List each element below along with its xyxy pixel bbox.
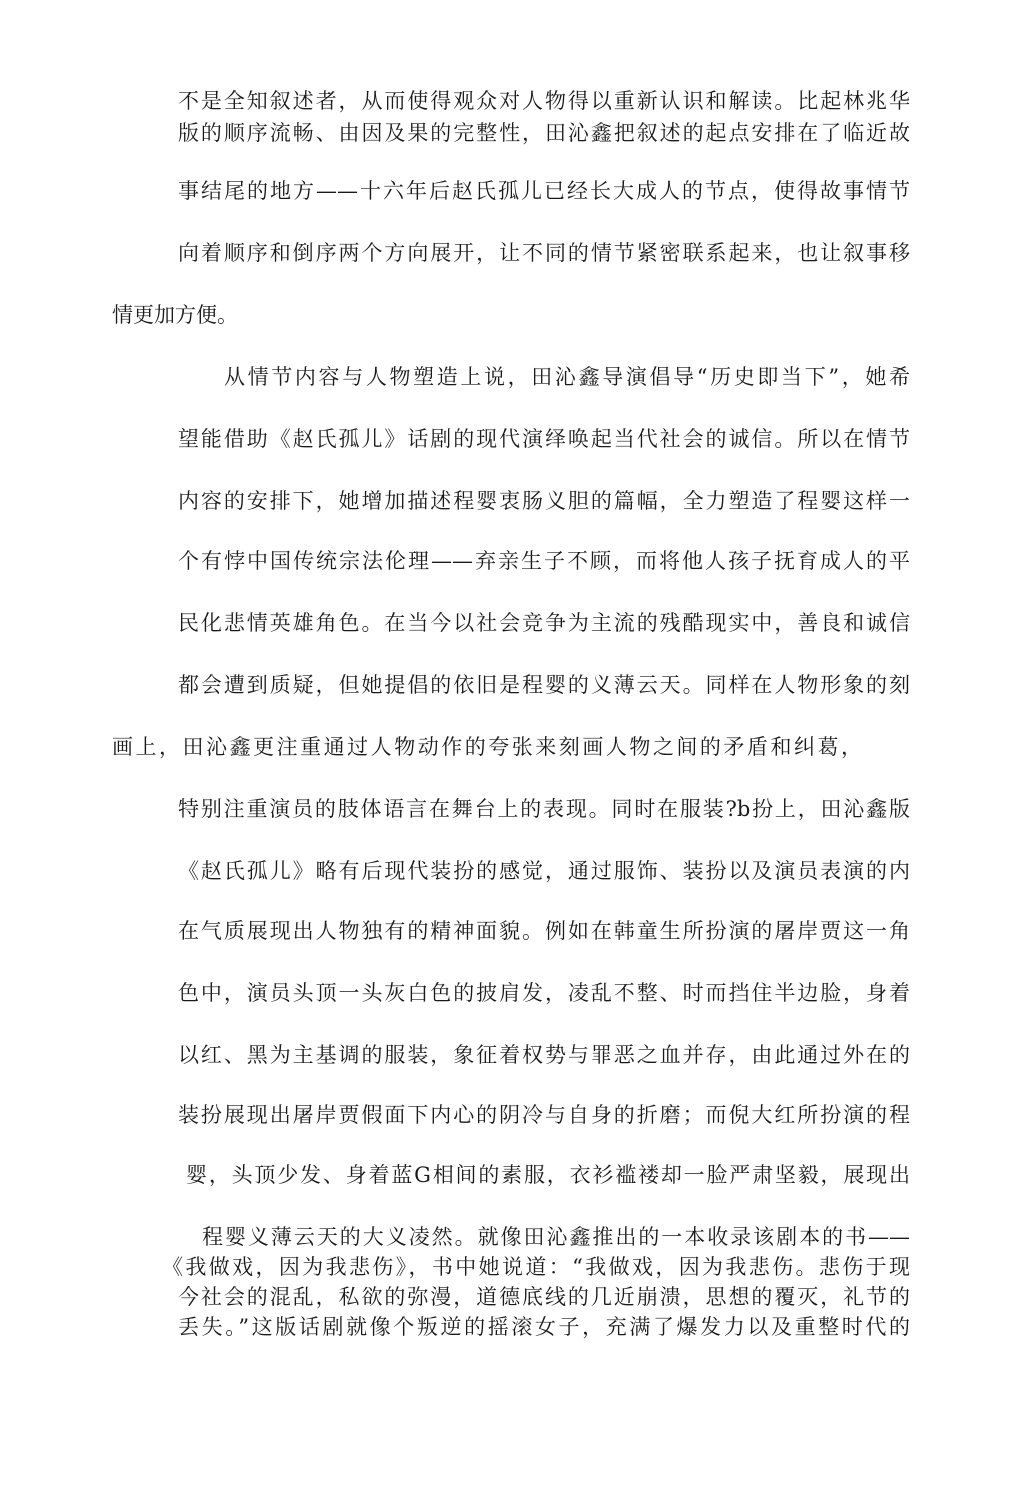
text-line-21: 《我做戏，因为我悲伤》，书中她说道：“我做戏，因为我悲伤。悲伤于现: [162, 1255, 910, 1279]
text-line-15: 在气质展现出人物独有的精神面貌。例如在韩童生所扮演的屠岸贾这一角: [178, 919, 910, 943]
text-line-1: 不是全知叙述者，从而使得观众对人物得以重新认识和解读。比起林兆华: [178, 89, 910, 113]
text-line-13: 特别注重演员的肢体语言在舞台上的表现。同时在服装?b扮上，田沁鑫版: [178, 797, 910, 821]
text-line-4: 向着顺序和倒序两个方向展开，让不同的情节紧密联系起来，也让叙事移: [178, 241, 910, 265]
text-line-20: 程婴义薄云天的大义凌然。就像田沁鑫推出的一本收录该剧本的书——: [202, 1225, 910, 1249]
text-line-11: 都会遭到质疑，但她提倡的依旧是程婴的义薄云天。同样在人物形象的刻: [178, 673, 910, 697]
text-line-9: 个有悖中国传统宗法伦理——弃亲生子不顾，而将他人孩子抚育成人的平: [178, 549, 910, 573]
text-line-2: 版的顺序流畅、由因及果的完整性，田沁鑫把叙述的起点安排在了临近故: [178, 121, 910, 145]
text-line-16: 色中，演员头顶一头灰白色的披肩发，凌乱不整、时而挡住半边脸，身着: [178, 981, 910, 1005]
text-line-10: 民化悲情英雄角色。在当今以社会竞争为主流的残酷现实中，善良和诚信: [178, 611, 910, 635]
text-line-12: 画上，田沁鑫更注重通过人物动作的夸张来刻画人物之间的矛盾和纠葛，: [112, 735, 862, 759]
text-line-19: 婴，头顶少发、身着蓝G相间的素服，衣衫褴褛却一脸严肃坚毅，展现出: [186, 1163, 910, 1187]
text-line-3: 事结尾的地方——十六年后赵氏孤儿已经长大成人的节点，使得故事情节: [178, 179, 910, 203]
text-line-7: 望能借助《赵氏孤儿》话剧的现代演绎唤起当代社会的诚信。所以在情节: [178, 427, 910, 451]
text-line-8: 内容的安排下，她增加描述程婴衷肠义胆的篇幅，全力塑造了程婴这样一: [178, 489, 910, 513]
text-line-6: 从情节内容与人物塑造上说，田沁鑫导演倡导“历史即当下”，她希: [224, 365, 910, 389]
text-line-17: 以红、黑为主基调的服装，象征着权势与罪恶之血并存，由此通过外在的: [178, 1043, 910, 1067]
text-line-23: 丢失。”这版话剧就像个叛逆的摇滚女子，充满了爆发力以及重整时代的: [178, 1315, 910, 1339]
text-line-14: 《赵氏孤儿》略有后现代装扮的感觉，通过服饰、装扮以及演员表演的内: [178, 859, 910, 883]
text-line-5: 情更加方便。: [112, 303, 238, 327]
text-line-18: 装扮展现出屠岸贾假面下内心的阴冷与自身的折磨；而倪大红所扮演的程: [178, 1103, 910, 1127]
text-line-22: 今社会的混乱，私欲的弥漫，道德底线的几近崩溃，思想的覆灭，礼节的: [178, 1285, 910, 1309]
